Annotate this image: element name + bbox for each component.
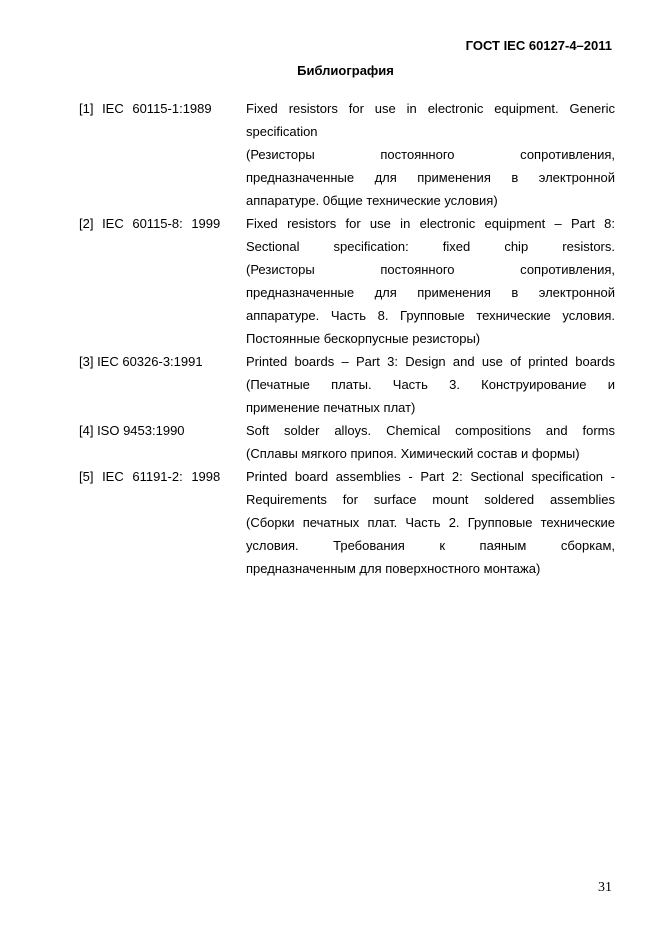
entry-line: применение печатных плат): [246, 400, 416, 415]
entry-line: (Печатные платы. Часть 3. Конструирование и: [246, 377, 615, 392]
bibliography-title: Библиография: [297, 63, 394, 78]
entry-reference: [4] ISO 9453:1990: [79, 423, 185, 438]
bibliography-list: [79, 97, 615, 580]
entry-line: Sectional specification: fixed chip resistors.: [246, 239, 615, 254]
entry-line: предназначенные для применения в электронной: [246, 285, 615, 300]
bibliography-entry: [79, 465, 615, 580]
entry-line: аппаратуре. Часть 8. Групповые технические условия.: [246, 308, 615, 323]
entry-line: Printed boards – Part 3: Design and use of printed boards: [246, 354, 615, 369]
standard-designation: ГОСТ IEC 60127-4–2011: [465, 38, 612, 53]
entry-description: [246, 350, 615, 419]
entry-line: (Сборки печатных плат. Часть 2. Групповые технические: [246, 515, 615, 530]
entry-description: [246, 419, 615, 465]
entry-line: (Резисторы постоянного сопротивления,: [246, 262, 615, 277]
entry-line: аппаратуре. 0бщие технические условия): [246, 193, 498, 208]
entry-description: [246, 97, 615, 212]
entry-line: предназначенным для поверхностного монтажа): [246, 561, 541, 576]
entry-line: specification: [246, 124, 318, 139]
entry-line: (Сплавы мягкого припоя. Химический состав и формы): [246, 446, 580, 461]
entry-line: Requirements for surface mount soldered assemblies: [246, 492, 615, 507]
entry-line: Fixed resistors for use in electronic equipment – Part 8:: [246, 216, 615, 231]
bibliography-entry: [79, 419, 615, 465]
bibliography-entry: [79, 212, 615, 350]
entry-line: Fixed resistors for use in electronic equipment. Generic: [246, 101, 615, 116]
bibliography-entry: [79, 97, 615, 212]
entry-line: предназначенные для применения в электронной: [246, 170, 615, 185]
entry-line: (Резисторы постоянного сопротивления,: [246, 147, 615, 162]
entry-line: Soft solder alloys. Chemical compositions and forms: [246, 423, 615, 438]
entry-reference: [3] IEC 60326-3:1991: [79, 354, 203, 369]
entry-line: Постоянные бескорпусные резисторы): [246, 331, 481, 346]
entry-description: [246, 212, 615, 350]
entry-description: [246, 465, 615, 580]
entry-reference: [5] IEC 61191-2: 1998: [79, 469, 221, 484]
entry-reference: [2] IEC 60115-8: 1999: [79, 216, 221, 231]
entry-line: Printed board assemblies - Part 2: Sectional specification -: [246, 469, 615, 484]
entry-line: условия. Требования к паяным сборкам,: [246, 538, 615, 553]
bibliography-entry: [79, 350, 615, 419]
entry-reference: [1] IEC 60115-1:1989: [79, 101, 212, 116]
page-number: 31: [598, 880, 612, 895]
